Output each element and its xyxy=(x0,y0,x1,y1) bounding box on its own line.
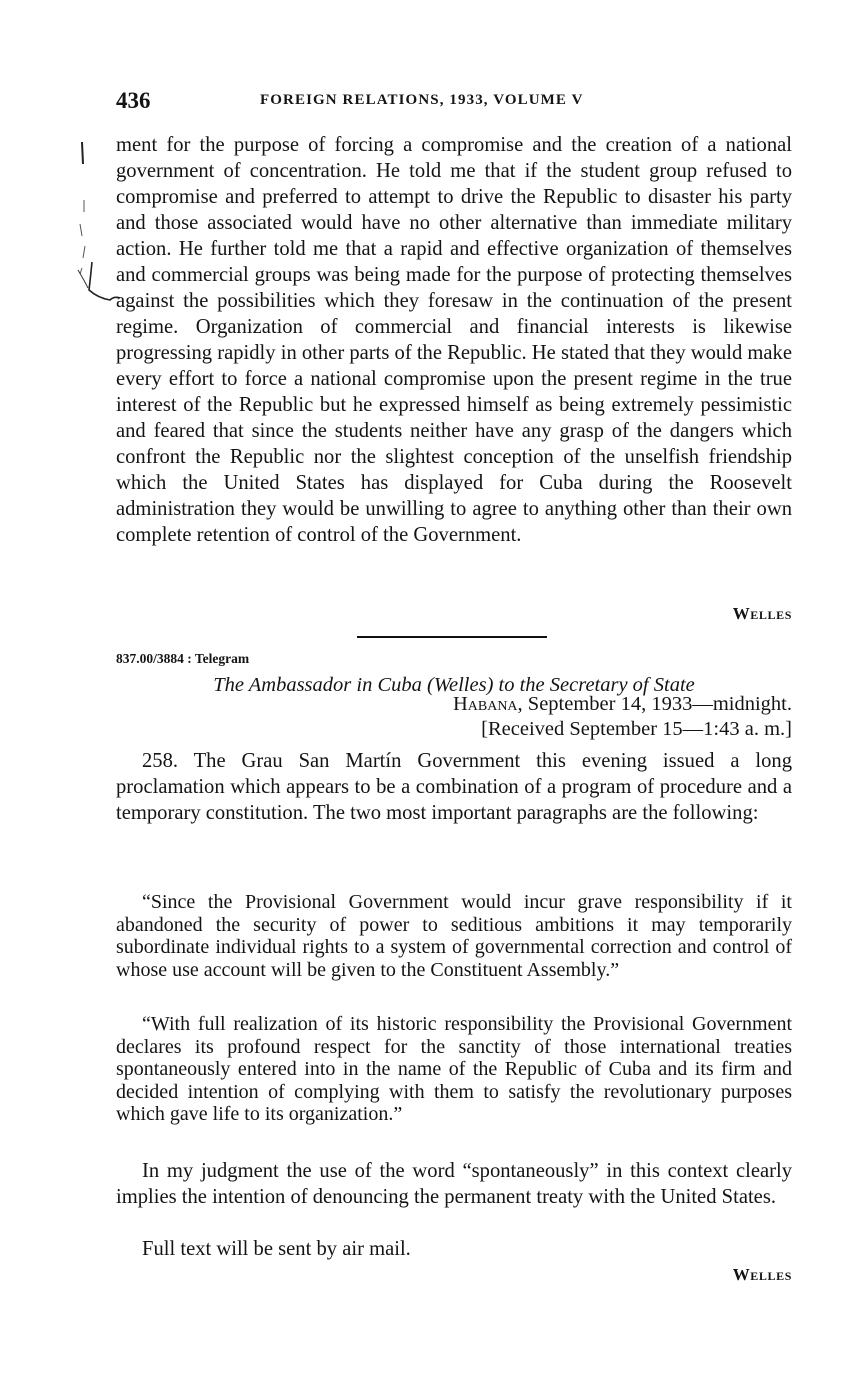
page-number: 436 xyxy=(116,88,151,113)
signature-welles: Welles xyxy=(732,604,792,623)
air-mail-paragraph: Full text will be sent by air mail. xyxy=(142,1238,411,1260)
section-divider xyxy=(357,636,547,638)
received-line: [Received September 15—1:43 a. m.] xyxy=(481,718,792,740)
document-title: The Ambassador in Cuba (Welles) to the Secretary of State xyxy=(213,674,695,696)
signature-welles-2: Welles xyxy=(732,1265,792,1284)
dateline-place: Habana xyxy=(452,693,518,715)
margin-pencil-mark xyxy=(76,140,121,310)
judgment-paragraph: In my judgment the use of the word “spontaneously” in this context clearly implies the intention of denouncing the permanent treaty with the United States. xyxy=(116,1160,792,1208)
running-head: FOREIGN RELATIONS, 1933, VOLUME V xyxy=(260,92,584,108)
telegram-paragraph-258: 258. The Grau San Martín Government this evening issued a long proclamation which appears to be a combination of a program of procedure and a temporary constitution. The two most important paragraphs are the following: xyxy=(116,750,792,824)
dateline-date: , September 14, 1933—midnight. xyxy=(517,693,792,715)
continuation-paragraph: ment for the purpose of forcing a compromise and the creation of a national government of concentration. He told me that if the student group refused to compromise and preferred to attempt to drive the Republic to disaster his party and those associated would have no other alternative than immediate military action. He further told me that a rapid and effective organization of themselves and commercial groups was being made for the purpose of protecting themselves against the possibilities which they foresaw in the continuation of the present regime. Organization of commercial and financial interests is likewise progressing rapidly in other parts of the Republic. He stated that they would make every effort to force a national compromise upon the present regime in the true interest of the Republic but he expressed himself as being extremely pessimistic and feared that since the students neither have any grasp of the dangers which confront the Republic nor the slightest conception of the unselfish friendship which the United States has displayed for Cuba during the Roosevelt administration they would be unwilling to agree to anything other than their own complete retention of control of the Government. xyxy=(116,134,792,546)
dateline xyxy=(453,693,792,716)
quoted-paragraph-1: “Since the Provisional Government would incur grave responsibility if it abandoned the security of power to seditious ambitions it may temporarily subordinate individual rights to a system of governmental correction and control of whose use account will be given to the Constituent Assembly.” xyxy=(116,891,792,981)
page-header xyxy=(116,88,792,116)
file-reference: 837.00/3884 : Telegram xyxy=(116,651,250,666)
quoted-paragraph-2: “With full realization of its historic responsibility the Provisional Government declares its profound respect for the sanctity of those international treaties spontaneously entered into in the name of the Republic of Cuba and its firm and decided intention of complying with them to satisfy the revolutionary purposes which gave life to its organization.” xyxy=(116,1013,792,1125)
